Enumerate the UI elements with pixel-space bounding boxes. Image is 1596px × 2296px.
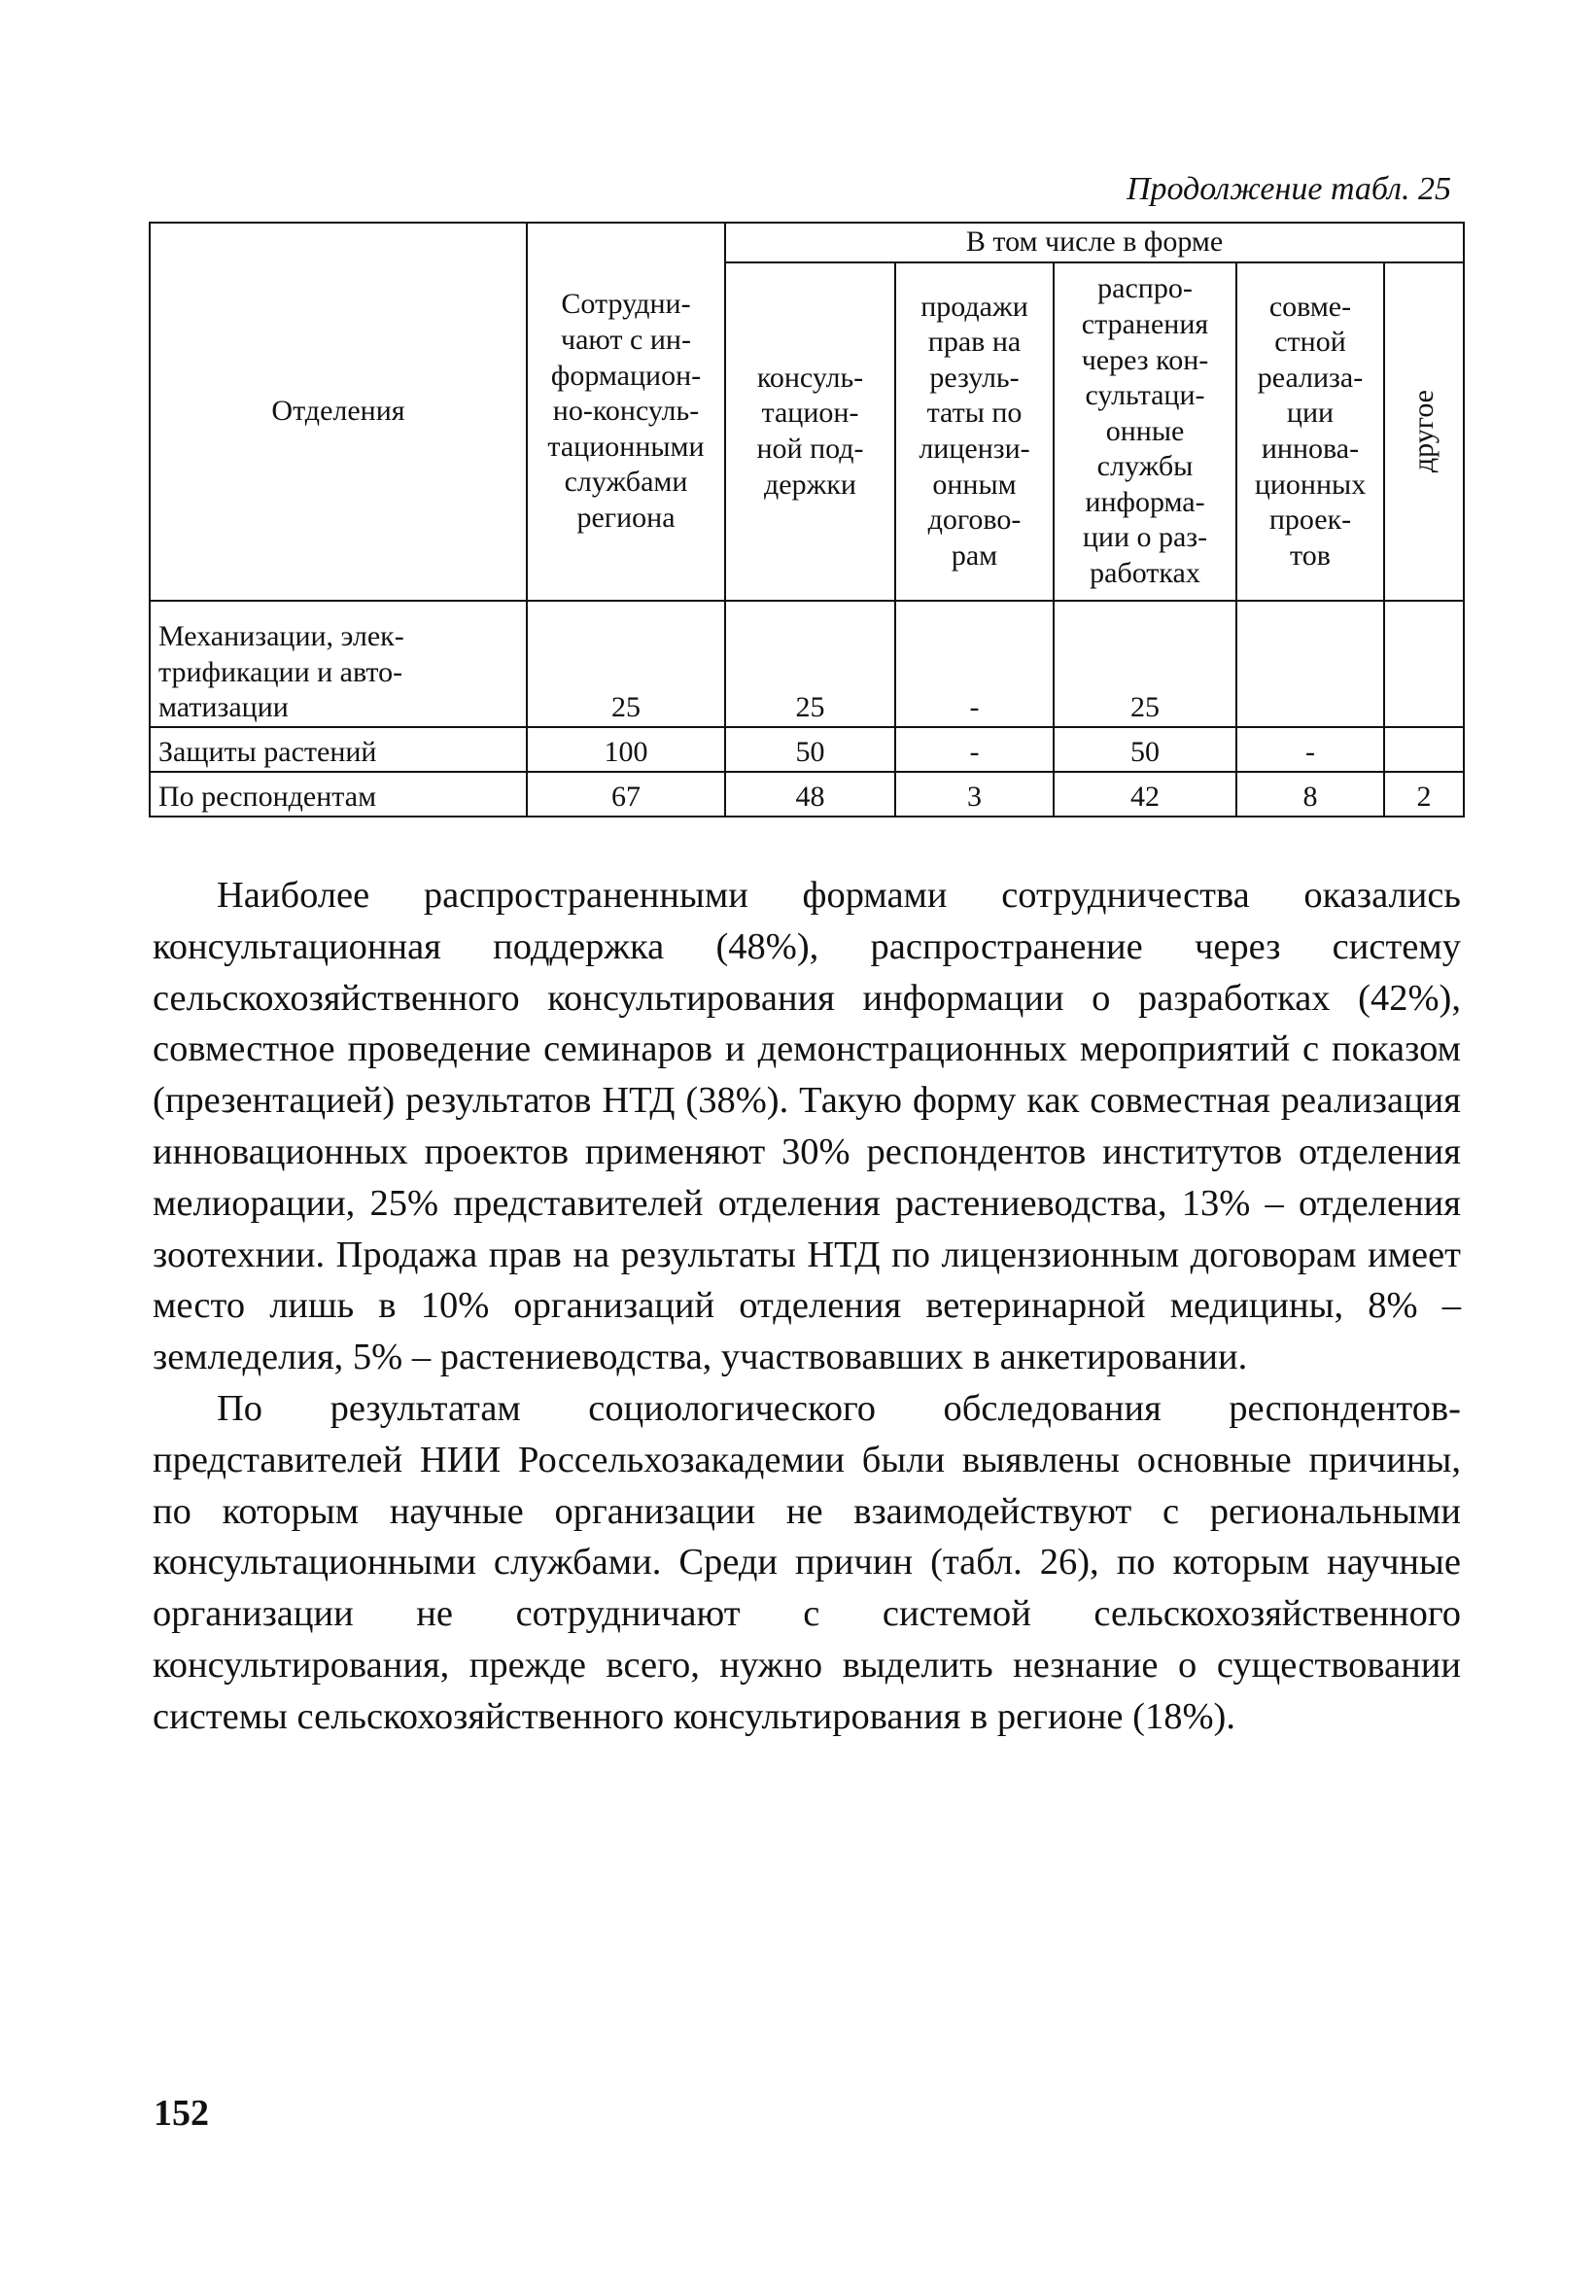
body-text bbox=[153, 870, 1461, 1743]
page-number: 152 bbox=[154, 2093, 209, 2134]
cell-consult-support: 25 bbox=[725, 601, 895, 727]
cell-sale-rights: - bbox=[895, 601, 1054, 727]
cell-sale-rights: - bbox=[895, 727, 1054, 772]
paragraph: Наиболее распространенными формами сотрудничества оказались консультационная поддержка (48%), распространение через систему сельскохозяйственного консультирования информации о разработках (42%), совместное проведение семинаров и демонстрационных мероприятий с показом (презентацией) результатов НТД (38%). Такую форму как совместная реализация инновационных проектов применяют 30% респондентов институтов отделения мелиорации, 25% представителей отделения растениеводства, 13% – отделения зоотехнии. Продажа прав на результаты НТД по лицензионным договорам имеет место лишь в 10% организаций отделения ветеринарной медицины, 8% – земледелия, 5% – растениеводства, участвовавших в анкетировании. bbox=[153, 875, 1461, 1378]
cell-dissemination: 25 bbox=[1054, 601, 1236, 727]
header-consult-support: консуль- тацион- ной под- держки bbox=[725, 262, 895, 601]
cell-cooperate: 100 bbox=[527, 727, 725, 772]
cell-consult-support: 48 bbox=[725, 772, 895, 817]
cell-joint-projects: - bbox=[1236, 727, 1384, 772]
cell-cooperate: 67 bbox=[527, 772, 725, 817]
table-row bbox=[150, 772, 1464, 817]
header-departments: Отделения bbox=[150, 223, 527, 601]
header-joint-projects: совме- стной реализа- ции иннова- ционных проек- тов bbox=[1236, 262, 1384, 601]
cell-cooperate: 25 bbox=[527, 601, 725, 727]
table-caption: Продолжение табл. 25 bbox=[1126, 171, 1451, 207]
header-cooperate: Сотрудни- чают с ин- формацион- но-консуль- тационными службами региона bbox=[527, 223, 725, 601]
row-label: Механизации, элек- трификации и авто- матизации bbox=[150, 601, 527, 727]
cell-other: 2 bbox=[1384, 772, 1464, 817]
cell-joint-projects: 8 bbox=[1236, 772, 1384, 817]
table-row bbox=[150, 601, 1464, 727]
header-other-cell bbox=[1384, 262, 1464, 601]
header-including-form: В том числе в форме bbox=[725, 223, 1464, 262]
table-row bbox=[150, 727, 1464, 772]
cell-other bbox=[1384, 601, 1464, 727]
cell-other bbox=[1384, 727, 1464, 772]
data-table bbox=[149, 222, 1465, 818]
header-sale-rights: продажи прав на резуль- таты по лицензи- онным догово- рам bbox=[895, 262, 1054, 601]
header-other: другое bbox=[1406, 390, 1440, 473]
paragraph: По результатам социологического обследования респондентов-представителей НИИ Россельхозакадемии были выявлены основные причины, по которым научные организации не взаимодействуют с региональными консультационными службами. Среди причин (табл. 26), по которым научные организации не сотрудничают с системой сельскохозяйственного консультирования, прежде всего, нужно выделить незнание о существовании системы сельскохозяйственного консультирования в регионе (18%). bbox=[153, 1387, 1461, 1737]
cell-dissemination: 42 bbox=[1054, 772, 1236, 817]
cell-sale-rights: 3 bbox=[895, 772, 1054, 817]
header-dissemination: распро- странения через кон- сультаци- онные службы информа- ции о раз- работках bbox=[1054, 262, 1236, 601]
row-label: По респондентам bbox=[150, 772, 527, 817]
cell-dissemination: 50 bbox=[1054, 727, 1236, 772]
cell-consult-support: 50 bbox=[725, 727, 895, 772]
row-label: Защиты растений bbox=[150, 727, 527, 772]
cell-joint-projects bbox=[1236, 601, 1384, 727]
